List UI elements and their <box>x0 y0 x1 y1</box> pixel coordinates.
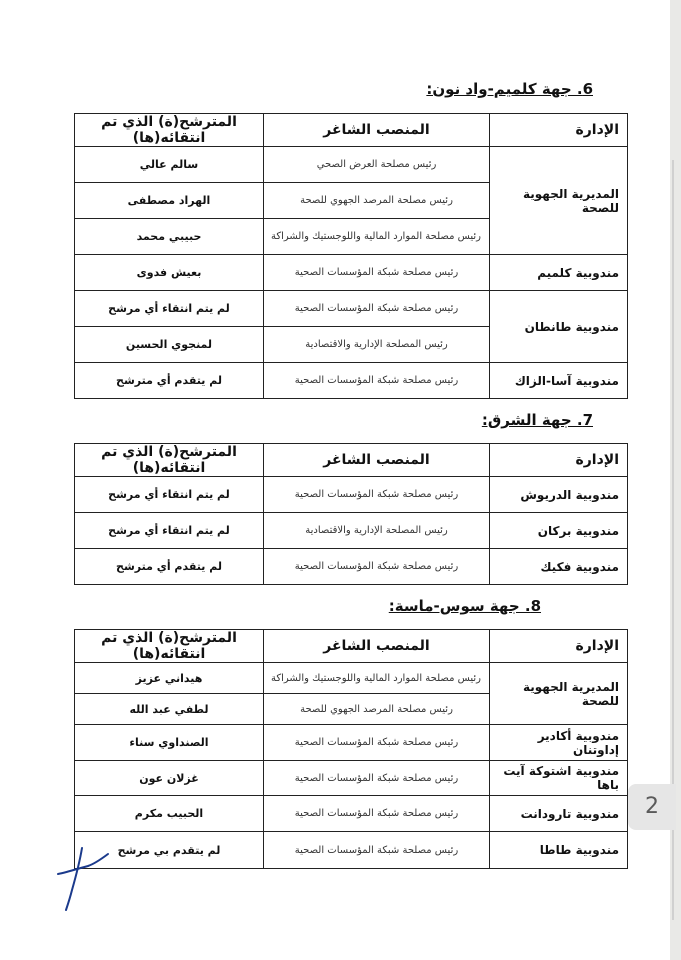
post-cell: رئيس مصلحة شبكة المؤسسات الصحية <box>264 832 490 869</box>
table-row <box>75 147 628 183</box>
header-candidate: المترشح(ة) الذي تم انتقائه(ها) <box>75 444 264 477</box>
table-row <box>75 255 628 291</box>
table-row <box>75 549 628 585</box>
post-cell: رئيس مصلحة شبكة المؤسسات الصحية <box>264 291 490 327</box>
header-admin: الإدارة <box>490 444 628 477</box>
post-cell: رئيس مصلحة شبكة المؤسسات الصحية <box>264 477 490 513</box>
header-post: المنصب الشاغر <box>264 444 490 477</box>
header-candidate: المترشح(ة) الذي تم انتقائه(ها) <box>75 630 264 663</box>
candidate-cell: بعيش فدوى <box>75 255 264 291</box>
header-post: المنصب الشاغر <box>264 630 490 663</box>
post-cell: رئيس مصلحة الموارد المالية واللوجستيك والشراكة <box>264 663 490 694</box>
admin-cell: المديرية الجهوية للصحة <box>490 663 628 725</box>
page-number: 2 <box>628 784 676 830</box>
admin-cell: مندوبية بركان <box>490 513 628 549</box>
admin-cell: مندوبية كلميم <box>490 255 628 291</box>
section-title-7: 7. جهة الشرق: <box>481 411 593 429</box>
section-title-6: 6. جهة كلميم-واد نون: <box>426 80 593 98</box>
admin-cell: مندوبية تارودانت <box>490 796 628 832</box>
table-row <box>75 796 628 832</box>
candidate-cell: غزلان عون <box>75 761 264 796</box>
table-section-8 <box>74 629 628 869</box>
post-cell: رئيس المصلحة الإدارية والاقتصادية <box>264 513 490 549</box>
admin-cell: المديرية الجهوية للصحة <box>490 147 628 255</box>
candidate-cell: هيداني عزيز <box>75 663 264 694</box>
table-row <box>75 513 628 549</box>
post-cell: رئيس المصلحة الإدارية والاقتصادية <box>264 327 490 363</box>
table-header-row <box>75 444 628 477</box>
admin-cell: مندوبية طانطان <box>490 291 628 363</box>
admin-cell: مندوبية طاطا <box>490 832 628 869</box>
pen-mark-icon <box>56 846 112 912</box>
header-admin: الإدارة <box>490 630 628 663</box>
table-row <box>75 291 628 327</box>
post-cell: رئيس مصلحة الموارد المالية واللوجستيك والشراكة <box>264 219 490 255</box>
candidate-cell: لم يتقدم أي مترشح <box>75 363 264 399</box>
candidate-cell: سالم عالي <box>75 147 264 183</box>
header-candidate: المترشح(ة) الذي تم انتقائه(ها) <box>75 114 264 147</box>
post-cell: رئيس مصلحة المرصد الجهوي للصحة <box>264 183 490 219</box>
table-header-row <box>75 630 628 663</box>
table-section-7 <box>74 443 628 585</box>
table-row <box>75 663 628 694</box>
post-cell: رئيس مصلحة شبكة المؤسسات الصحية <box>264 761 490 796</box>
candidate-cell: الصنداوي سناء <box>75 725 264 761</box>
table-row <box>75 725 628 761</box>
candidate-cell: لم يتم انتقاء أي مرشح <box>75 513 264 549</box>
post-cell: رئيس مصلحة شبكة المؤسسات الصحية <box>264 549 490 585</box>
table-section-6 <box>74 113 628 399</box>
admin-cell: مندوبية آسا-الزاك <box>490 363 628 399</box>
candidate-cell: لمنجوي الحسين <box>75 327 264 363</box>
table-row <box>75 363 628 399</box>
table-header-row <box>75 114 628 147</box>
post-cell: رئيس مصلحة المرصد الجهوي للصحة <box>264 694 490 725</box>
header-post: المنصب الشاغر <box>264 114 490 147</box>
candidate-cell: لم يتم انتقاء أي مرشح <box>75 477 264 513</box>
table-row <box>75 761 628 796</box>
admin-cell: مندوبية فكيك <box>490 549 628 585</box>
candidate-cell: لطفي عبد الله <box>75 694 264 725</box>
post-cell: رئيس مصلحة العرض الصحي <box>264 147 490 183</box>
post-cell: رئيس مصلحة شبكة المؤسسات الصحية <box>264 255 490 291</box>
candidate-cell: الحبيب مكرم <box>75 796 264 832</box>
candidate-cell: لم يتم انتقاء أي مرشح <box>75 291 264 327</box>
candidate-cell: الهراد مصطفى <box>75 183 264 219</box>
post-cell: رئيس مصلحة شبكة المؤسسات الصحية <box>264 725 490 761</box>
admin-cell: مندوبية أكادير إداوتنان <box>490 725 628 761</box>
post-cell: رئيس مصلحة شبكة المؤسسات الصحية <box>264 363 490 399</box>
candidate-cell: لم يتقدم بي مرشح <box>75 832 264 869</box>
post-cell: رئيس مصلحة شبكة المؤسسات الصحية <box>264 796 490 832</box>
candidate-cell: لم يتقدم أي مترشح <box>75 549 264 585</box>
header-admin: الإدارة <box>490 114 628 147</box>
table-row <box>75 477 628 513</box>
candidate-cell: حبيبي محمد <box>75 219 264 255</box>
admin-cell: مندوبية اشتوكة آيت باها <box>490 761 628 796</box>
section-title-8: 8. جهة سوس-ماسة: <box>388 597 541 615</box>
admin-cell: مندوبية الدريوش <box>490 477 628 513</box>
table-row <box>75 832 628 869</box>
